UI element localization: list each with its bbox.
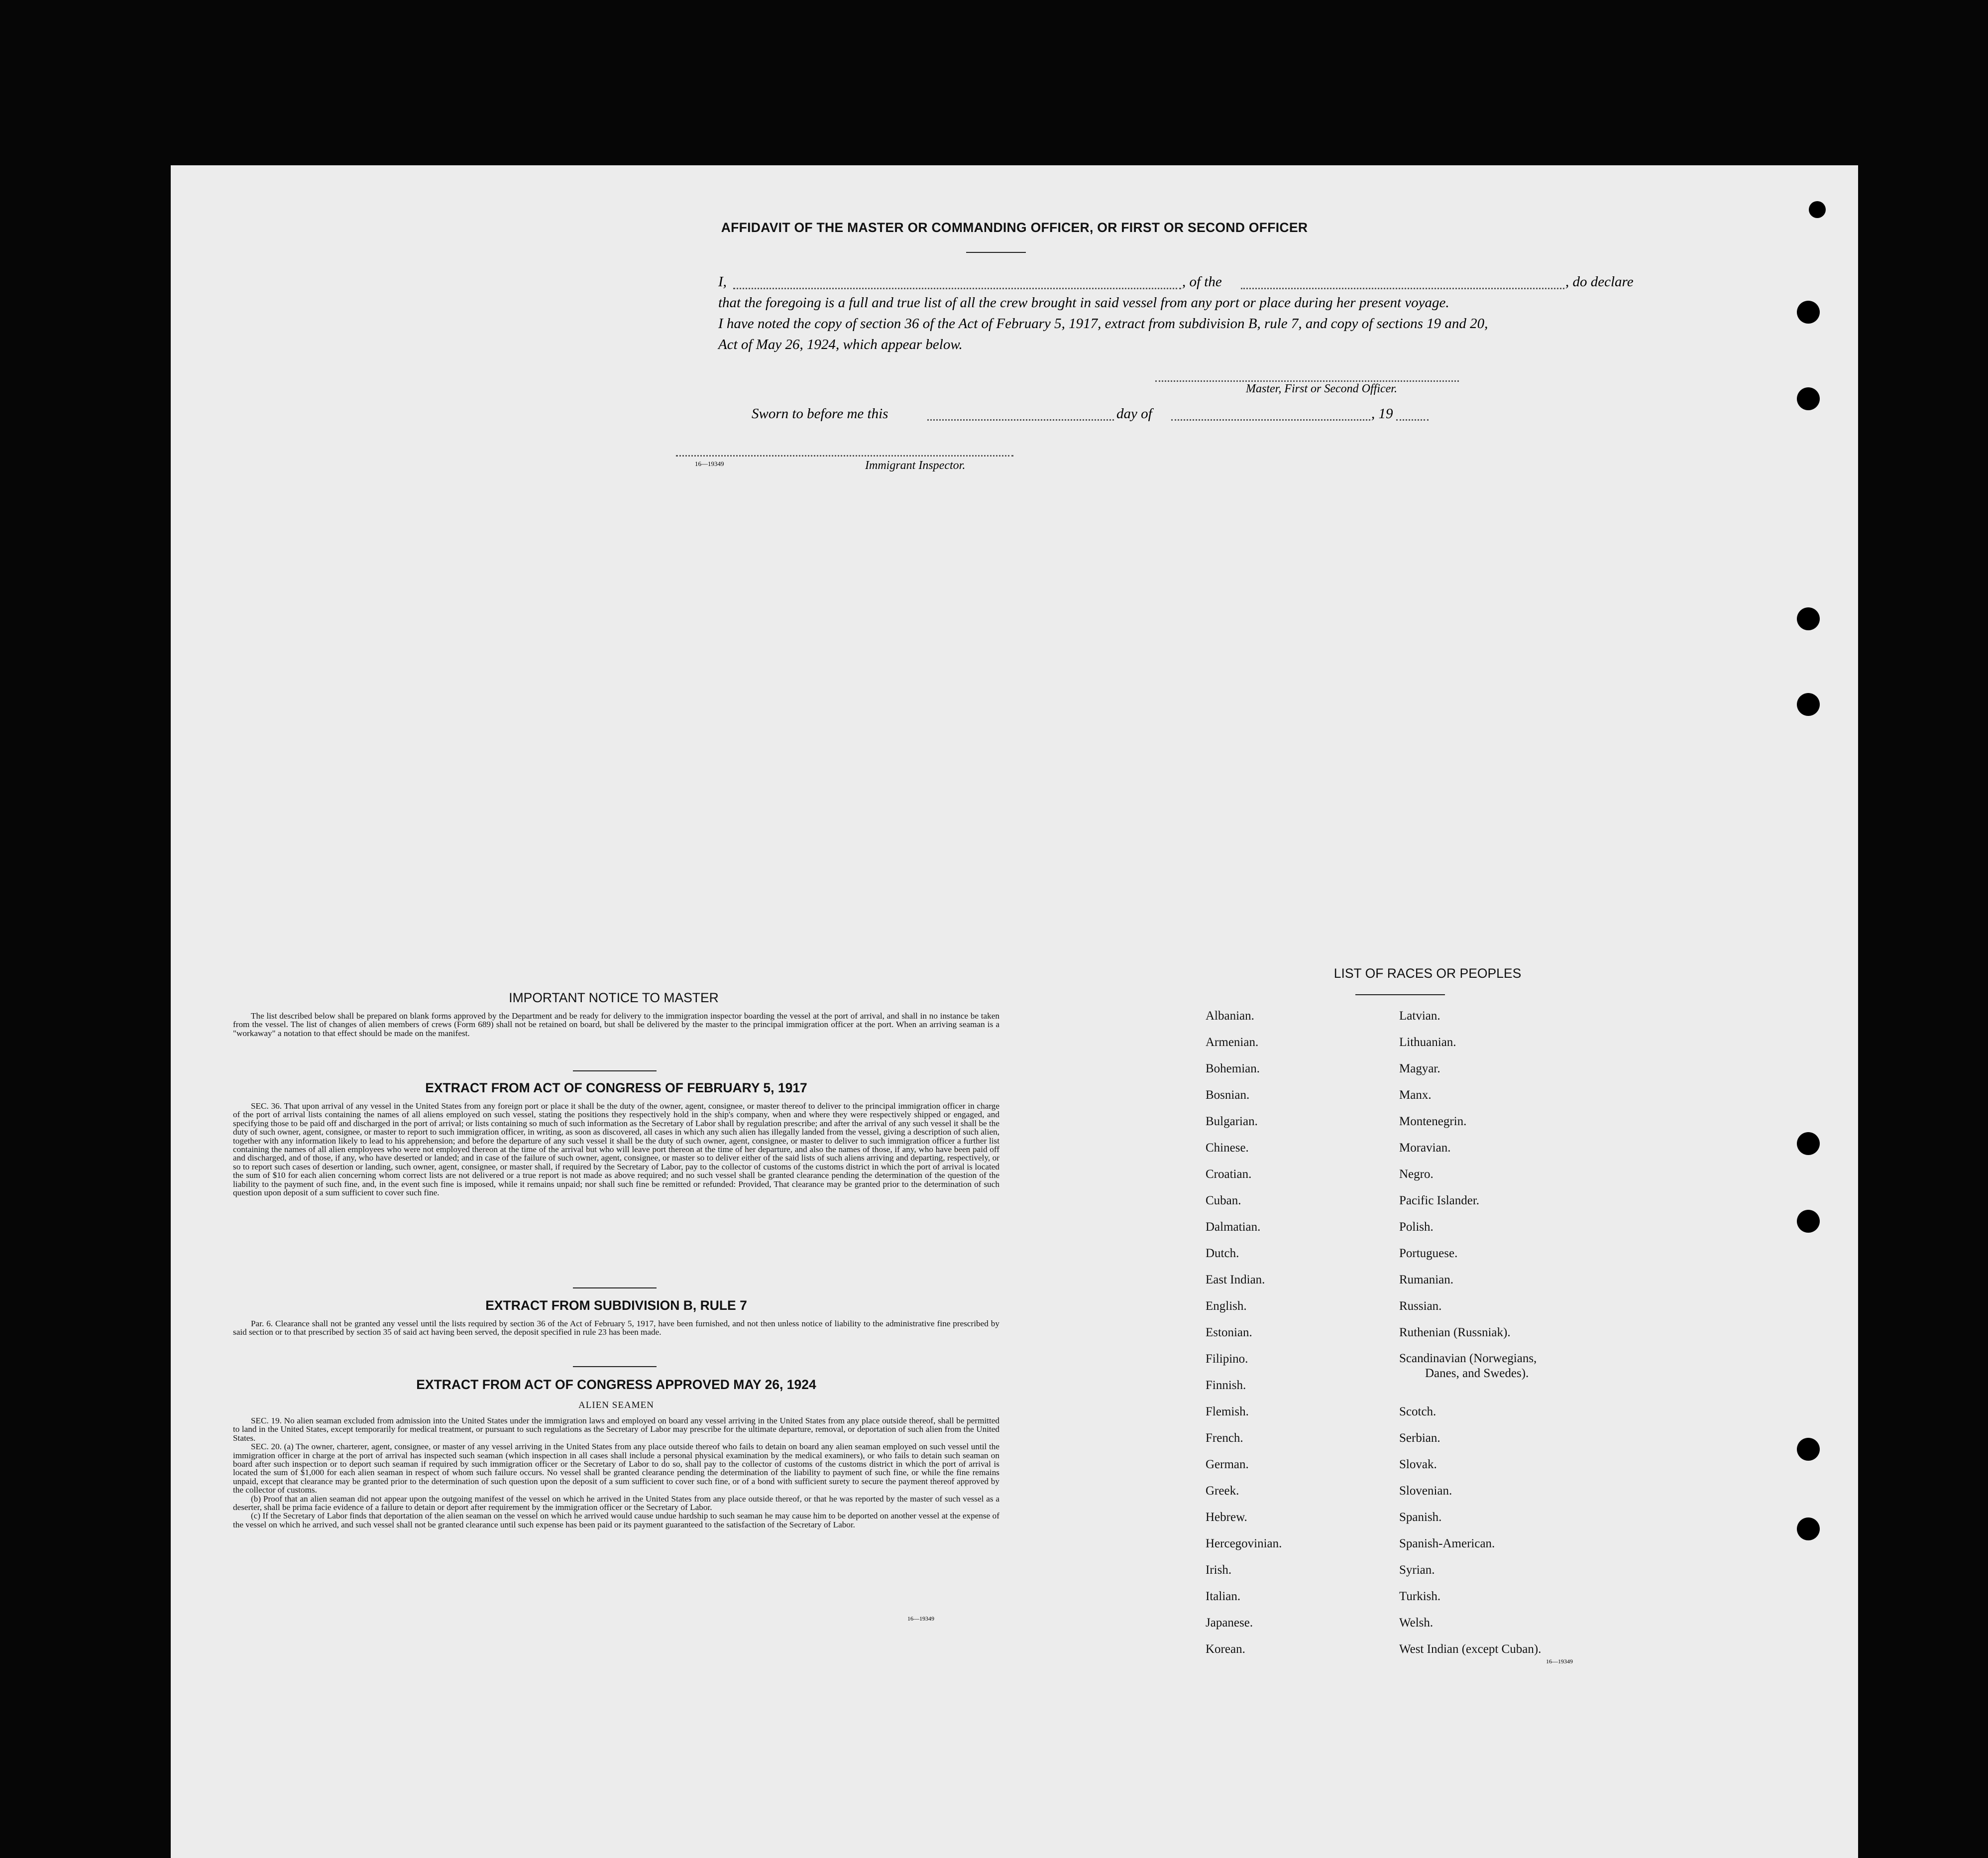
- race-item: Latvian.: [1399, 1009, 1440, 1023]
- race-item: Bulgarian.: [1206, 1115, 1258, 1128]
- punch-hole: [1809, 201, 1826, 218]
- race-item: Portuguese.: [1399, 1247, 1458, 1260]
- sworn-label: Sworn to before me this: [752, 406, 888, 422]
- race-item-continuation: Danes, and Swedes).: [1425, 1367, 1529, 1380]
- punch-hole: [1797, 387, 1820, 410]
- punch-hole: [1797, 1438, 1820, 1461]
- race-item: Bohemian.: [1206, 1062, 1260, 1075]
- race-item: Japanese.: [1206, 1616, 1253, 1629]
- master-signature-line: [1155, 380, 1459, 382]
- race-item: Welsh.: [1399, 1616, 1434, 1629]
- race-item: Montenegrin.: [1399, 1115, 1467, 1128]
- race-item: Filipino.: [1206, 1352, 1248, 1366]
- race-item-line: Scandinavian (Norwegians,: [1399, 1352, 1537, 1365]
- notice-divider: [573, 1070, 657, 1071]
- par-6-text: Par. 6. Clearance shall not be granted any vessel until the lists required by section 36 of the Act of February 5, 1917, have been furnished, and not then unless notice of liability to the administrative fine prescribed by said section or to that prescribed by section 35 of said act having been served, the deposit specified in rule 23 has been made.: [233, 1319, 999, 1337]
- race-item: Hercegovinian.: [1206, 1537, 1282, 1550]
- race-item: Dutch.: [1206, 1247, 1239, 1260]
- inspector-label: Immigrant Inspector.: [865, 459, 966, 472]
- extract-1924-title: EXTRACT FROM ACT OF CONGRESS APPROVED MAY 26, 1924: [416, 1377, 816, 1392]
- extract-1917-divider: [573, 1287, 657, 1288]
- race-item: Manx.: [1399, 1088, 1432, 1102]
- race-item: Estonian.: [1206, 1326, 1252, 1339]
- vessel-name-blank: [1241, 288, 1564, 289]
- extract-1917-title: EXTRACT FROM ACT OF CONGRESS OF FEBRUARY 5, 1917: [425, 1080, 807, 1095]
- sworn-year-blank: [1396, 419, 1429, 421]
- race-item: Magyar.: [1399, 1062, 1440, 1075]
- race-item: Finnish.: [1206, 1379, 1246, 1392]
- rule-7-divider: [573, 1366, 657, 1367]
- punch-hole: [1797, 301, 1820, 324]
- punch-hole: [1797, 1517, 1820, 1540]
- race-item: Chinese.: [1206, 1141, 1249, 1155]
- races-column-1: [1206, 1003, 1282, 1662]
- punch-hole: [1797, 693, 1820, 716]
- sec-36-text: SEC. 36. That upon arrival of any vessel in the United States from any foreign port or place it shall be the duty of the owner, agent, consignee, or master thereof to deliver to the principal immigration officer in charge of the port of arrival lists containing the names of all aliens employed on such vessel, stating the positions they respectively hold in the ship's company, when and where they were respectively shipped or engaged, and specifying those to be paid off and discharged in the port of arrival; or lists containing so much of such information as the Secretary of Labor shall by regulation prescribe; and after the arrival of any such vessel it shall be the duty of such owner, agent, consignee, or master to report to such immigration officer, in writing, as soon as discovered, all cases in which any such alien has illegally landed from the vessel, giving a description of such alien, together with any information likely to lead to his apprehension; and before the departure of any such vessel it shall be the duty of such owner, agent, consignee, or master to deliver to such immigration officer a further list containing the names of all alien employees who were not employed thereon at the time of the arrival but who will leave port thereon at the time of her departure, and also the names of those, if any, who have been paid off and discharged, and of those, if any, who have deserted or landed; and in case of the failure of such owner, agent, consignee, or master so to deliver either of the said lists of such aliens arriving and departing, respectively, or so to report such cases of desertion or landing, such owner, agent, consignee, or master shall, if required by the Secretary of Labor, pay to the collector of customs of the customs district in which the port of arrival is located the sum of $10 for each alien concerning whom correct lists are not delivered or a true report is not made as above required; and no such vessel shall be granted clearance pending the determination of the question of the liability to the payment of such fine, and, in the event such fine is imposed, while it remains unpaid; nor shall such fine be remitted or refunded: Provided, That clearance may be granted prior to the determination of such question upon deposit of a sum sufficient to cover such fine.: [233, 1101, 999, 1198]
- notice-title: IMPORTANT NOTICE TO MASTER: [509, 990, 719, 1005]
- race-item: Korean.: [1206, 1642, 1245, 1656]
- race-item: Dalmatian.: [1206, 1220, 1261, 1234]
- notice-body: [233, 1012, 999, 1038]
- race-item: Armenian.: [1206, 1036, 1259, 1049]
- sworn-day-blank: [927, 419, 1114, 421]
- race-item: Polish.: [1399, 1220, 1434, 1234]
- extract-form-number: 16—19349: [907, 1615, 934, 1622]
- punch-hole: [1797, 1132, 1820, 1155]
- race-item: Scotch.: [1399, 1405, 1436, 1418]
- race-item: Lithuanian.: [1399, 1036, 1456, 1049]
- race-item: Cuban.: [1206, 1194, 1241, 1207]
- sec-20a-text: SEC. 20. (a) The owner, charterer, agent, consignee, or master of any vessel arriving in the United States from any place outside thereof who fails to detain on board any alien seaman employed on such vessel until the immigration officer in charge at the port of arrival has inspected such seaman (which inspection in all cases shall include a personal physical examination by the medical examiners), or who fails to detain such seaman on board after such inspection or to deport such seaman if required by such immigration officer or the Secretary of Labor to do so, shall pay to the collector of customs of the customs district in which the port of arrival is located the sum of $1,000 for each alien seaman in respect of whom such failure occurs. No vessel shall be granted clearance pending the determination of the liability to payment of such fine, or while the fine remains unpaid, except that clearance may be granted prior to the determination of such question upon the deposit of a sum sufficient to cover such fine, or of a bond with sufficient surety to secure the payment thereof approved by the collector of customs.: [233, 1442, 999, 1495]
- affiant-name-blank: [733, 288, 1181, 289]
- affidavit-body-line1: that the foregoing is a full and true list of all the crew brought in said vessel from any port or place during her present voyage.: [718, 295, 1449, 311]
- of-the-label: , of the: [1182, 274, 1222, 290]
- punch-hole: [1797, 607, 1820, 630]
- race-item: Pacific Islander.: [1399, 1194, 1480, 1207]
- race-item: Rumanian.: [1399, 1273, 1454, 1286]
- do-declare-label: , do declare: [1565, 274, 1634, 290]
- race-item: Greek.: [1206, 1484, 1239, 1498]
- races-form-number: 16—19349: [1546, 1658, 1573, 1665]
- race-item: Italian.: [1206, 1590, 1241, 1603]
- race-item: West Indian (except Cuban).: [1399, 1642, 1542, 1656]
- sec-19-text: SEC. 19. No alien seaman excluded from admission into the United States under the immigration laws and employed on board any vessel arriving in the United States from any place outside thereof, shall be permitted to land in the United States, except temporarily for medical treatment, or pursuant to such regulations as the Secretary of Labor may prescribe for the ultimate departure, removal, or deportation of such alien from the United States.: [233, 1416, 999, 1443]
- race-item: Spanish.: [1399, 1510, 1442, 1524]
- race-item: Albanian.: [1206, 1009, 1254, 1023]
- sec-20c-text: (c) If the Secretary of Labor finds that deportation of the alien seaman on the vessel on which he arrived would cause undue hardship to such seaman he may cause him to be deported on another vessel at the expense of the vessel on which he arrived, and such vessel shall not be granted clearance until such expense has been paid or its payment guaranteed to the satisfaction of the Secretary of Labor.: [233, 1511, 999, 1529]
- race-item: Moravian.: [1399, 1141, 1451, 1155]
- race-item: Slovak.: [1399, 1458, 1437, 1471]
- affidavit-body-line2: I have noted the copy of section 36 of the Act of February 5, 1917, extract from subdivision B, rule 7, and copy of sections 19 and 20,: [718, 316, 1488, 332]
- race-item: French.: [1206, 1431, 1243, 1445]
- year-label: , 19: [1371, 406, 1393, 422]
- form-number: 16—19349: [695, 460, 724, 467]
- title-divider: [966, 252, 1026, 253]
- notice-text: The list described below shall be prepared on blank forms approved by the Department and be ready for delivery to the immigration inspector boarding the vessel at the port of arrival, and shall in no instance be taken from the vessel. The list of changes of alien members of crews (Form 689) shall not be retained on board, but shall be delivered by the master to the principal immigration officer at the port. When an arriving seaman is a "workaway" a notation to that effect should be made on the manifest.: [233, 1011, 999, 1038]
- extract-1917-body: [233, 1102, 999, 1197]
- sec-20b-text: (b) Proof that an alien seaman did not appear upon the outgoing manifest of the vessel on which he arrived in the United States from any place outside thereof, or that he was reported by the master of such vessel as a deserter, shall be prima facie evidence of a failure to detain or deport after requirement by the immigration officer or the Secretary of Labor.: [233, 1494, 999, 1512]
- rule-7-title: EXTRACT FROM SUBDIVISION B, RULE 7: [485, 1298, 747, 1313]
- inspector-signature-line: [676, 455, 1013, 457]
- race-item: German.: [1206, 1458, 1249, 1471]
- races-divider: [1355, 994, 1445, 995]
- race-item-scandinavian: [1399, 1346, 1541, 1398]
- race-item: East Indian.: [1206, 1273, 1265, 1286]
- sworn-month-blank: [1171, 419, 1370, 421]
- race-item: English.: [1206, 1299, 1247, 1313]
- form-sheet: [171, 165, 1858, 1858]
- race-item: Syrian.: [1399, 1563, 1435, 1577]
- master-signature-label: Master, First or Second Officer.: [1246, 382, 1397, 395]
- rule-7-body: [233, 1319, 999, 1337]
- affidavit-body-line3: Act of May 26, 1924, which appear below.: [718, 337, 963, 352]
- punch-hole: [1797, 1210, 1820, 1233]
- race-item: Croatian.: [1206, 1167, 1252, 1181]
- race-item: Irish.: [1206, 1563, 1232, 1577]
- race-item: Serbian.: [1399, 1431, 1440, 1445]
- race-item: Russian.: [1399, 1299, 1442, 1313]
- race-item: Slovenian.: [1399, 1484, 1452, 1498]
- races-title: LIST OF RACES OR PEOPLES: [1333, 966, 1522, 981]
- race-item: Bosnian.: [1206, 1088, 1250, 1102]
- race-item: Negro.: [1399, 1167, 1434, 1181]
- race-item: Hebrew.: [1206, 1510, 1247, 1524]
- extract-1924-body: [233, 1416, 999, 1529]
- day-of-label: day of: [1116, 406, 1152, 422]
- race-item: Turkish.: [1399, 1590, 1441, 1603]
- race-item: Flemish.: [1206, 1405, 1249, 1418]
- race-item: Ruthenian (Russniak).: [1399, 1326, 1511, 1339]
- race-item: Spanish-American.: [1399, 1537, 1495, 1550]
- affidavit-title: AFFIDAVIT OF THE MASTER OR COMMANDING OFFICER, OR FIRST OR SECOND OFFICER: [721, 220, 1308, 235]
- races-column-2: [1399, 1003, 1541, 1662]
- alien-seamen-subtitle: ALIEN SEAMEN: [578, 1400, 654, 1410]
- affiant-i-label: I,: [718, 274, 727, 290]
